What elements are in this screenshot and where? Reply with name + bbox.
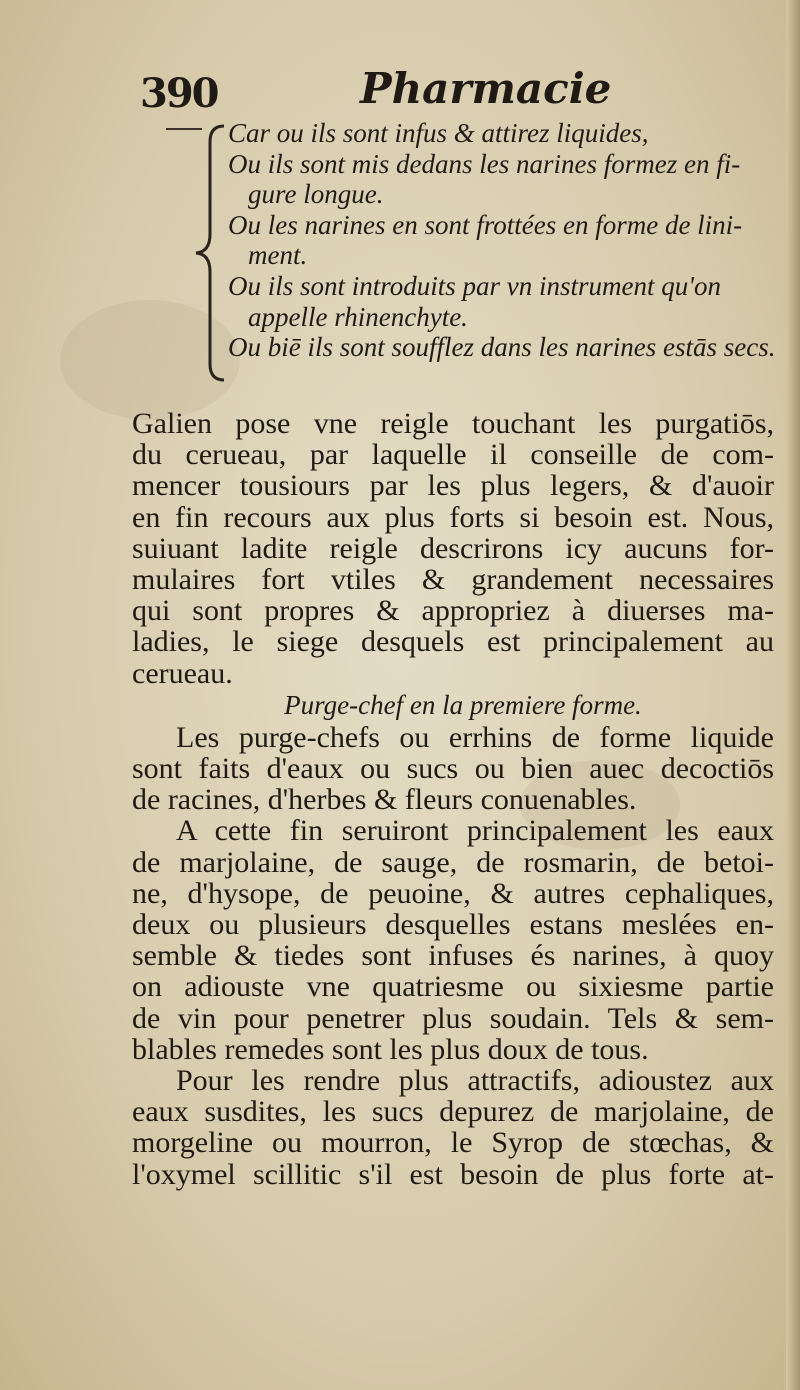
text-line: mencer tousiours par les plus legers, & d'auoir xyxy=(132,469,774,503)
text-line: Galien pose vne reigle touchant les purgatiōs, xyxy=(132,407,774,440)
text-line: Les purge-chefs ou errhins de forme liquide xyxy=(176,720,774,754)
text-line: ne, d'hysope, de peuoine, & autres cephaliques, xyxy=(132,876,774,910)
text-line: on adiouste vne quatriesme ou sixiesme partie xyxy=(132,970,774,1004)
text-line: de marjolaine, de sauge, de rosmarin, de betoi- xyxy=(132,845,774,879)
text-line: mulaires fort vtiles & grandement necessaires xyxy=(132,563,774,597)
text-line: semble & tiedes sont infuses és narines, à quoy xyxy=(132,939,774,973)
text-line: qui sont propres & appropriez à diuerses ma- xyxy=(132,594,774,628)
text-line: morgeline ou mourron, le Syrop de stœchas, & xyxy=(132,1126,774,1160)
running-head: Pharmacie xyxy=(360,64,612,113)
brace-item: Ou ils sont introduits par vn instrument qu'on xyxy=(228,270,722,301)
brace-item: Ou les narines en sont frottées en forme de lini- xyxy=(228,209,743,240)
brace-item: appelle rhinenchyte. xyxy=(248,301,468,332)
text-line: de vin pour penetrer plus soudain. Tels & sem- xyxy=(132,1001,774,1035)
text-line: en fin recours aux plus forts si besoin est. Nous, xyxy=(132,500,774,534)
text-line: A cette fin seruiront principalement les eaux xyxy=(176,814,774,848)
body-text xyxy=(132,408,774,1190)
page-number: 390 xyxy=(140,70,218,117)
section-heading: Purge-chef en la premiere forme. xyxy=(284,689,642,720)
text-line: Pour les rendre plus attractifs, adioustez aux xyxy=(176,1064,774,1098)
text-line: deux ou plusieurs desquelles estans meslées en- xyxy=(132,908,774,942)
text-line: ladies, le siege desquels est principalement au xyxy=(132,625,774,659)
text-line: cerueau. xyxy=(132,656,233,690)
page-edge xyxy=(786,0,800,1390)
brace-item: gure longue. xyxy=(248,179,384,210)
text-line: eaux susdites, les sucs depurez de marjolaine, de xyxy=(132,1095,774,1129)
brace-item: ment. xyxy=(248,240,308,271)
text-line: du cerueau, par laquelle il conseille de com- xyxy=(132,438,774,472)
brace-item: Ou ils sont mis dedans les narines formez en fi- xyxy=(228,148,741,179)
text-line: suiuant ladite reigle descrirons icy aucuns for- xyxy=(132,531,774,565)
brace-item: Car ou ils sont infus & attirez liquides, xyxy=(228,118,649,148)
text-line: l'oxymel scillitic s'il est besoin de plus forte at- xyxy=(132,1157,774,1191)
brace-list xyxy=(178,118,778,363)
text-line: blables remedes sont les plus doux de tous. xyxy=(132,1032,649,1066)
text-line: sont faits d'eaux ou sucs ou bien auec decoctiōs xyxy=(132,752,774,786)
curly-brace-icon xyxy=(190,122,230,384)
brace-item: Ou biē ils sont soufflez dans les narines estās secs. xyxy=(228,332,776,363)
text-line: de racines, d'herbes & fleurs conuenables. xyxy=(132,783,637,817)
page-header xyxy=(140,64,760,117)
